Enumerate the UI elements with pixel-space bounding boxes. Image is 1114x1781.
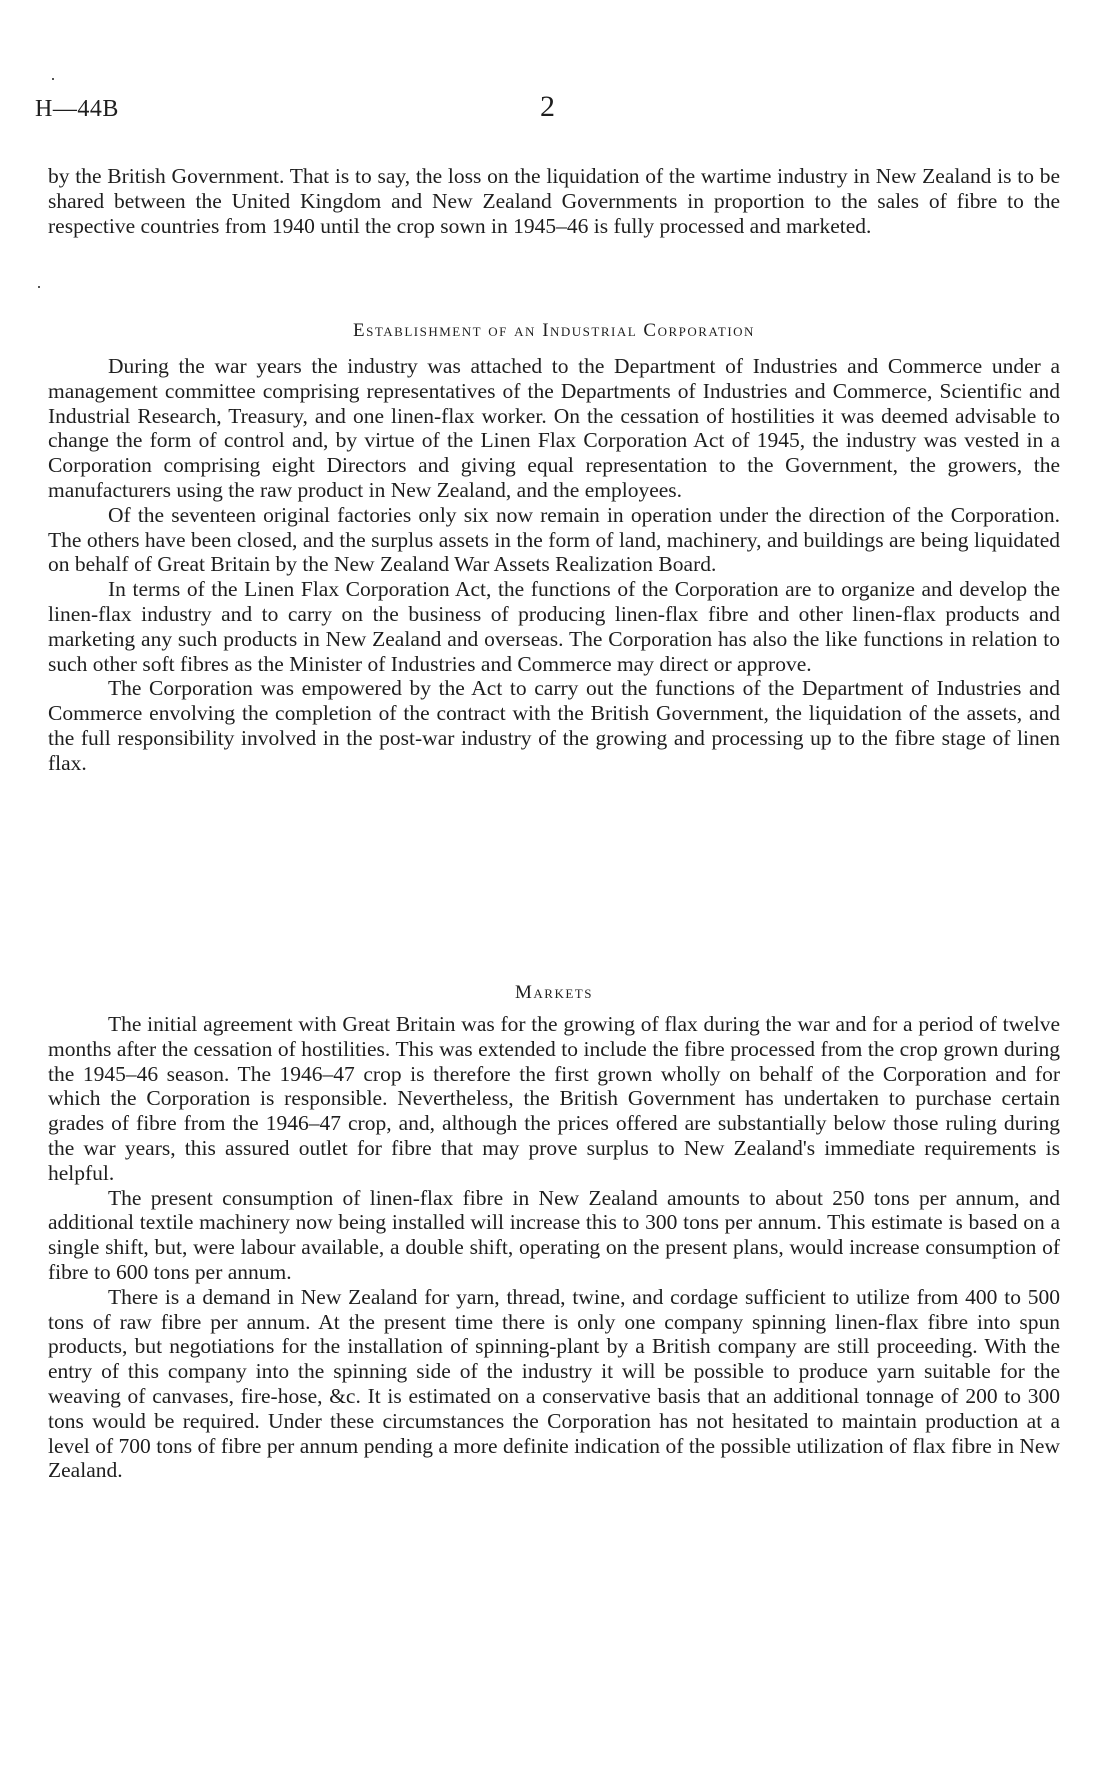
section-body-markets xyxy=(48,1012,1060,1483)
page-number: 2 xyxy=(540,90,555,123)
intro-paragraph: by the British Government. That is to say, the loss on the liquidation of the wartime industry in New Zealand is to be shared between the United Kingdom and New Zealand Governments in proportion to the sales of fibre to the respective countries from 1940 until the crop sown in 1945–46 is fully processed and marketed. xyxy=(48,164,1060,238)
section-body-corporation xyxy=(48,354,1060,776)
intro-block xyxy=(48,164,1060,238)
page-reference: H—44B xyxy=(35,96,119,122)
paragraph: There is a demand in New Zealand for yarn, thread, twine, and cordage sufficient to utilize from 400 to 500 tons of raw fibre per annum. At the present time there is only one company spinning linen-flax fibre into spun products, but negotiations for the installation of spinning-plant by a British company are still proceeding. With the entry of this company into the spinning side of the industry it will be possible to produce yarn suitable for the weaving of canvases, fire-hose, &c. It is estimated on a conservative basis that an additional tonnage of 200 to 300 tons would be required. Under these circumstances the Corporation has not hesitated to maintain production at a level of 700 tons of fibre per annum pending a more definite indication of the possible utilization of flax fibre in New Zealand. xyxy=(48,1284,1060,1483)
paragraph: The initial agreement with Great Britain was for the growing of flax during the war and for a period of twelve months after the cessation of hostilities. This was extended to include the fibre processed from the crop grown during the 1945–46 season. The 1946–47 crop is therefore the first grown wholly on behalf of the Corporation and for which the Corporation is responsible. Nevertheless, the British Government has undertaken to purchase certain grades of fibre from the 1946–47 crop, and, although the prices offered are substantially below those ruling during the war years, this assured outlet for fibre that may prove surplus to New Zealand's immediate requirements is helpful. xyxy=(48,1012,1060,1185)
paragraph: Of the seventeen original factories only six now remain in operation under the direction of the Corporation. The others have been closed, and the surplus assets in the form of land, machinery, and buildings are being liquidated on behalf of Great Britain by the New Zealand War Assets Realization Board. xyxy=(48,502,1060,577)
paragraph: The present consumption of linen-flax fibre in New Zealand amounts to about 250 tons per annum, and additional textile machinery now being installed will increase this to 300 tons per annum. This estimate is based on a single shift, but, were labour available, a double shift, operating on the present plans, would increase consumption of fibre to 600 tons per annum. xyxy=(48,1185,1060,1284)
paragraph: The Corporation was empowered by the Act to carry out the functions of the Department of Industries and Commerce envolving the completion of the contract with the British Government, the liquidation of the assets, and the full responsibility involved in the post-war industry of the growing and processing up to the fibre stage of linen flax. xyxy=(48,676,1060,775)
margin-mark xyxy=(38,286,40,288)
paragraph: During the war years the industry was attached to the Department of Industries and Commerce under a management committee comprising representatives of the Departments of Industries and Commerce, Scientific and Industrial Research, Treasury, and one linen-flax worker. On the cessation of hostilities it was deemed advisable to change the form of control and, by virtue of the Linen Flax Corporation Act of 1945, the industry was vested in a Corporation comprising eight Directors and giving equal representation to the Government, the growers, the manufacturers using the raw product in New Zealand, and the employees. xyxy=(48,354,1060,502)
margin-mark xyxy=(52,78,54,80)
section-heading-markets: Markets xyxy=(515,982,593,1003)
section-heading-corporation: Establishment of an Industrial Corporation xyxy=(353,320,755,341)
paragraph: In terms of the Linen Flax Corporation Act, the functions of the Corporation are to organize and develop the linen-flax industry and to carry on the business of producing linen-flax fibre and other linen-flax products and marketing any such products in New Zealand and overseas. The Corporation has also the like functions in relation to such other soft fibres as the Minister of Industries and Commerce may direct or approve. xyxy=(48,577,1060,676)
